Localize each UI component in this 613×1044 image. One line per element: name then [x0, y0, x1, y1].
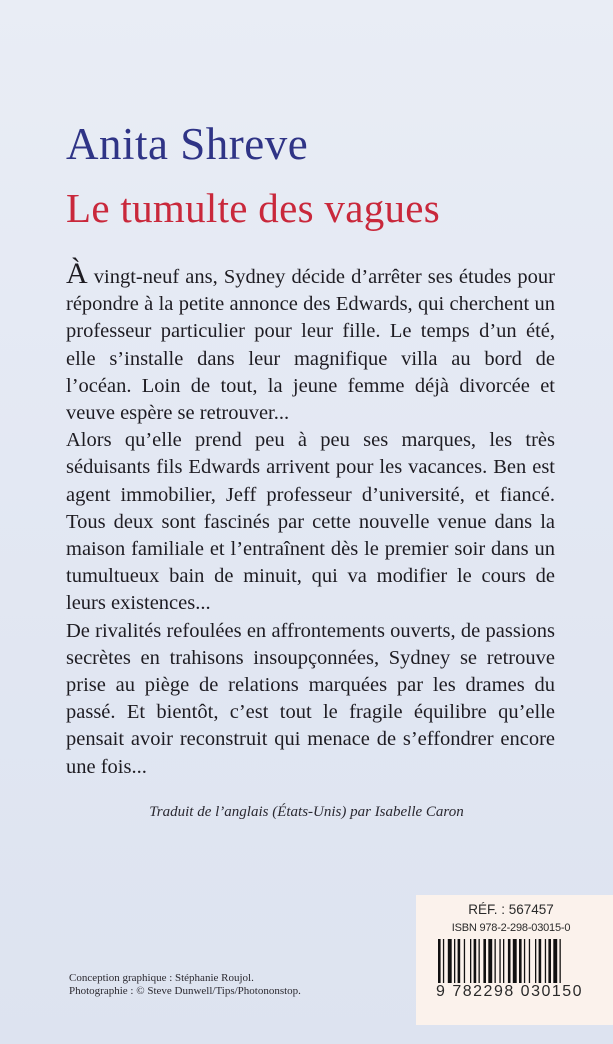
barcode-label: [416, 895, 613, 1025]
blurb-paragraph-2: Alors qu’elle prend peu à peu ses marques, les très séduisants fils Edwards arrivent pour les vacances. Ben est agent immobilier, Jeff professeur d’université, et fiancé. Tous deux sont fascinés par cette nouvelle venue dans la maison familiale et l’entraînent dès le premier soir dans un tumultueux bain de minuit, qui va modifier le cours de leurs existences...: [66, 429, 555, 615]
book-title: Le tumulte des vagues: [66, 185, 441, 231]
blurb-paragraph-1: [66, 257, 555, 427]
credits: [69, 972, 301, 997]
barcode-digits: 9 782298 030150: [436, 983, 584, 1000]
reference-number: RÉF. : 567457: [468, 902, 554, 917]
dropcap: À: [66, 257, 88, 290]
blurb-paragraph-3: De rivalités refoulées en affrontements ouverts, de passions secrètes en trahisons insoupçonnées, Sydney se retrouve prise au piège de relations marquées par les drames du passé. Et bientôt, c’est tout le fragile équilibre qu’elle pensait avoir reconstruit qui menace de s’effondrer encore une fois...: [66, 619, 555, 778]
isbn: ISBN 978-2-298-03015-0: [451, 922, 571, 934]
photo-credit: Photographie : © Steve Dunwell/Tips/Photononstop.: [69, 984, 301, 997]
blurb: [66, 257, 555, 781]
blurb-text-1: vingt-neuf ans, Sydney décide d’arrêter ses études pour répondre à la petite annonce des Edwards, qui cherchent un professeur particulier pour leur fille. Le temps d’un été, elle s’installe dans leur magnifique villa au bord de l’océan. Loin de tout, la jeune femme déjà divorcée et veuve espère se retrouver...: [66, 266, 555, 425]
design-credit: Conception graphique : Stéphanie Roujol.: [69, 972, 254, 984]
translator-credit: Traduit de l’anglais (États-Unis) par Isabelle Caron: [149, 804, 464, 820]
author-name: Anita Shreve: [66, 119, 309, 169]
